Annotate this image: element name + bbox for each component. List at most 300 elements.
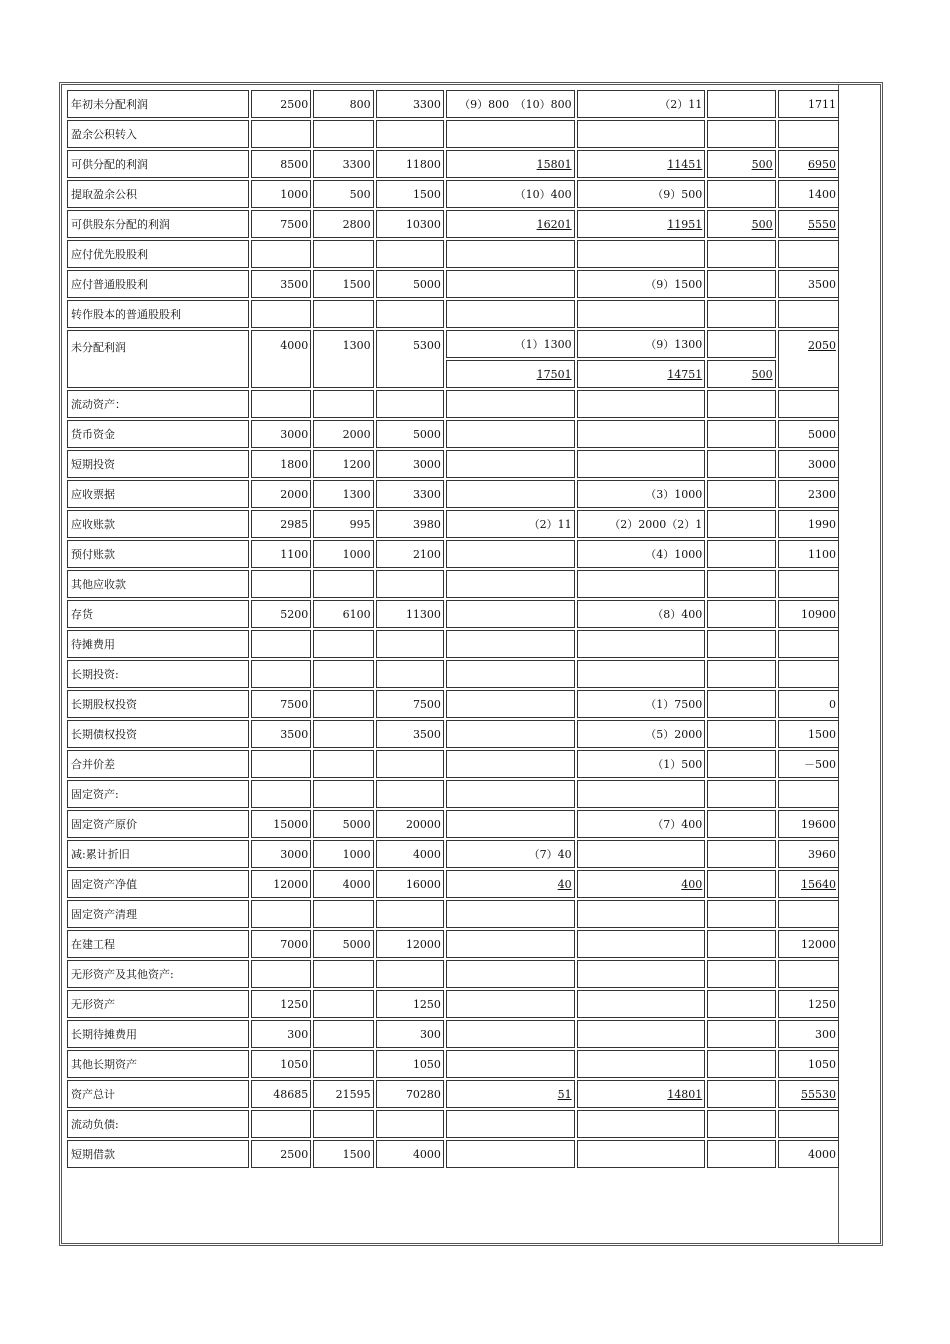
row-label: 其他应收款: [67, 570, 249, 598]
cell-c6: [707, 480, 775, 508]
cell-c7: [778, 300, 839, 328]
cell-c5: [577, 570, 706, 598]
cell-c3: [376, 840, 444, 868]
table-row: [67, 270, 839, 298]
cell-c1: [251, 240, 311, 268]
cell-c1: [251, 480, 311, 508]
cell-c5: [577, 90, 706, 118]
cell-c5: [577, 1140, 706, 1168]
cell-c4: [446, 1140, 575, 1168]
cell-c4: [446, 330, 575, 358]
cell-c4: [446, 540, 575, 568]
cell-c3: [376, 720, 444, 748]
cell-value: 70280: [405, 1087, 441, 1101]
cell-value: 1500: [808, 727, 836, 741]
cell-c1: [251, 840, 311, 868]
cell-value: 5000: [342, 817, 371, 831]
cell-c1: [251, 300, 311, 328]
cell-value: 3960: [808, 847, 836, 861]
cell-c2: [313, 1110, 373, 1138]
row-label: 固定资产清理: [67, 900, 249, 928]
cell-c3: [376, 330, 444, 388]
cell-c5: [577, 720, 706, 748]
cell-c2: [313, 150, 373, 178]
cell-c3: [376, 600, 444, 628]
table-row: [67, 390, 839, 418]
cell-c6: [707, 120, 775, 148]
cell-c6: [707, 750, 775, 778]
cell-c4: [446, 690, 575, 718]
cell-c6: [707, 570, 775, 598]
cell-c5: [577, 810, 706, 838]
cell-c2: [313, 960, 373, 988]
cell-c7: [778, 900, 839, 928]
table-row: [67, 420, 839, 448]
cell-value: 17501: [536, 367, 572, 381]
cell-c1: [251, 660, 311, 688]
row-label: 存货: [67, 600, 249, 628]
cell-c7: [778, 1080, 839, 1108]
table-row: [67, 810, 839, 838]
cell-c6: [707, 270, 775, 298]
table-row: [67, 690, 839, 718]
cell-c6: [707, 690, 775, 718]
cell-c6: [707, 990, 775, 1018]
cell-c4: [446, 300, 575, 328]
cell-value: 19600: [801, 817, 836, 831]
cell-c1: [251, 180, 311, 208]
cell-c6: [707, 1140, 775, 1168]
row-label: 流动资产：: [67, 390, 249, 418]
cell-c6: [707, 930, 775, 958]
cell-value: 15640: [801, 877, 836, 891]
table-row: [67, 840, 839, 868]
cell-value: 3300: [342, 157, 371, 171]
row-label: 应收账款: [67, 510, 249, 538]
cell-c1: [251, 510, 311, 538]
cell-c3: [376, 450, 444, 478]
cell-value: 3500: [280, 277, 309, 291]
cell-c6: [707, 300, 775, 328]
cell-c6: [707, 90, 775, 118]
cell-value: 3000: [808, 457, 836, 471]
cell-c1: [251, 870, 311, 898]
cell-value: 1250: [280, 997, 309, 1011]
cell-value: 2500: [280, 97, 309, 111]
cell-c6: [707, 720, 775, 748]
cell-c4: [446, 120, 575, 148]
cell-value: 2800: [342, 217, 371, 231]
cell-value: （1）500: [652, 758, 703, 771]
cell-value: （1）7500: [645, 698, 703, 711]
cell-c5: [577, 960, 706, 988]
cell-c3: [376, 870, 444, 898]
cell-value: 5550: [808, 217, 836, 231]
cell-c7: [778, 240, 839, 268]
cell-c4: [446, 960, 575, 988]
cell-c7: [778, 180, 839, 208]
cell-value: 2300: [808, 487, 836, 501]
cell-c7: [778, 930, 839, 958]
cell-c2: [313, 180, 373, 208]
cell-value: 1400: [808, 187, 836, 201]
cell-c5: [577, 690, 706, 718]
cell-c2: [313, 90, 373, 118]
cell-c2: [313, 570, 373, 598]
cell-c3: [376, 1050, 444, 1078]
cell-c1: [251, 990, 311, 1018]
cell-value: 21595: [335, 1087, 371, 1101]
cell-value: 55530: [801, 1087, 836, 1101]
cell-c5: [577, 540, 706, 568]
cell-value: （9）800 （10）800: [459, 98, 572, 111]
row-label: 其他长期资产: [67, 1050, 249, 1078]
table-row: [67, 480, 839, 508]
cell-c2: [313, 420, 373, 448]
table-row: [67, 600, 839, 628]
cell-c1: [251, 1050, 311, 1078]
table-row: [67, 1080, 839, 1108]
row-label: 可供分配的利润: [67, 150, 249, 178]
cell-c7: [778, 1020, 839, 1048]
cell-c2: [313, 900, 373, 928]
cell-c7: [778, 540, 839, 568]
cell-value: 500: [751, 367, 773, 381]
cell-value: 15801: [536, 157, 572, 171]
cell-value: 300: [287, 1027, 309, 1041]
cell-c7: [778, 690, 839, 718]
row-label: 短期借款: [67, 1140, 249, 1168]
cell-c7: [778, 210, 839, 238]
cell-c7: [778, 840, 839, 868]
cell-c4: [446, 1020, 575, 1048]
cell-value: 48685: [273, 1087, 309, 1101]
cell-c1: [251, 330, 311, 388]
cell-c4: [446, 570, 575, 598]
cell-c5: [577, 390, 706, 418]
cell-c4: [446, 660, 575, 688]
cell-c3: [376, 420, 444, 448]
cell-c7: [778, 120, 839, 148]
cell-c6: [707, 1110, 775, 1138]
row-label: 长期投资:: [67, 660, 249, 688]
row-label: 未分配利润: [67, 330, 249, 388]
cell-value: 1500: [412, 187, 441, 201]
table-row: [67, 1050, 839, 1078]
cell-c2: [313, 720, 373, 748]
cell-c3: [376, 1140, 444, 1168]
row-label: 无形资产及其他资产:: [67, 960, 249, 988]
cell-c6: [707, 900, 775, 928]
row-label: 预付账款: [67, 540, 249, 568]
row-label: 固定资产净值: [67, 870, 249, 898]
cell-value: 3500: [280, 727, 309, 741]
table-row: [67, 990, 839, 1018]
cell-c5: [577, 1020, 706, 1048]
cell-value: 12000: [273, 877, 309, 891]
cell-value: 1300: [342, 487, 371, 501]
table-row: [67, 540, 839, 568]
cell-c3: [376, 990, 444, 1018]
cell-c2: [313, 1080, 373, 1108]
cell-value: 51: [557, 1087, 572, 1101]
cell-c5: [577, 990, 706, 1018]
cell-c2: [313, 930, 373, 958]
cell-c4: [446, 150, 575, 178]
subtotal-cell-c6: [707, 360, 775, 388]
table-row: [67, 120, 839, 148]
cell-value: 1050: [808, 1057, 836, 1071]
cell-c2: [313, 690, 373, 718]
cell-c6: [707, 240, 775, 268]
worksheet-frame: [59, 82, 883, 1246]
cell-value: 1500: [342, 1147, 371, 1161]
cell-value: （9）1300: [645, 338, 703, 351]
cell-c4: [446, 1050, 575, 1078]
cell-c2: [313, 450, 373, 478]
cell-value: 500: [751, 157, 773, 171]
table-row: [67, 720, 839, 748]
cell-value: 1100: [280, 547, 309, 561]
cell-c5: [577, 1050, 706, 1078]
cell-c4: [446, 210, 575, 238]
cell-c3: [376, 390, 444, 418]
cell-value: 3500: [808, 277, 836, 291]
cell-c7: [778, 870, 839, 898]
cell-c7: [778, 1050, 839, 1078]
cell-value: 7500: [412, 697, 441, 711]
table-row: [67, 780, 839, 808]
cell-c2: [313, 660, 373, 688]
row-label: 固定资产:: [67, 780, 249, 808]
cell-c2: [313, 630, 373, 658]
cell-value: 3000: [280, 847, 309, 861]
cell-c7: [778, 330, 839, 388]
cell-c4: [446, 630, 575, 658]
cell-value: 4000: [342, 877, 371, 891]
cell-c1: [251, 150, 311, 178]
cell-c4: [446, 780, 575, 808]
cell-c3: [376, 690, 444, 718]
row-label: 盈余公积转入: [67, 120, 249, 148]
table-row: [67, 870, 839, 898]
row-label: 长期股权投资: [67, 690, 249, 718]
cell-c3: [376, 300, 444, 328]
cell-c6: [707, 1080, 775, 1108]
table-row: [67, 300, 839, 328]
cell-c3: [376, 750, 444, 778]
cell-c5: [577, 420, 706, 448]
cell-c1: [251, 1080, 311, 1108]
cell-c7: [778, 990, 839, 1018]
cell-value: 2985: [280, 517, 309, 531]
cell-value: 1990: [808, 517, 836, 531]
cell-c1: [251, 630, 311, 658]
cell-c5: [577, 1110, 706, 1138]
cell-c1: [251, 1110, 311, 1138]
table-row: [67, 210, 839, 238]
cell-c3: [376, 900, 444, 928]
cell-value: 5000: [808, 427, 836, 441]
cell-c4: [446, 990, 575, 1018]
cell-c3: [376, 120, 444, 148]
subtotal-cell-c4: [446, 360, 575, 388]
cell-value: 3300: [412, 97, 441, 111]
cell-value: 10300: [405, 217, 441, 231]
cell-c3: [376, 660, 444, 688]
cell-c2: [313, 810, 373, 838]
cell-value: 1250: [412, 997, 441, 1011]
cell-value: （8）400: [652, 608, 703, 621]
cell-c6: [707, 630, 775, 658]
row-label: 应付优先股股利: [67, 240, 249, 268]
cell-c6: [707, 840, 775, 868]
cell-value: 12000: [801, 937, 836, 951]
cell-value: 14801: [667, 1087, 703, 1101]
table-row: [67, 570, 839, 598]
cell-c2: [313, 210, 373, 238]
table-row: [67, 1140, 839, 1168]
cell-value: 2500: [280, 1147, 309, 1161]
cell-value: 1000: [342, 547, 371, 561]
row-label: 长期待摊费用: [67, 1020, 249, 1048]
table-row: [67, 750, 839, 778]
cell-c6: [707, 210, 775, 238]
cell-value: －500: [804, 758, 836, 771]
cell-c7: [778, 450, 839, 478]
cell-c5: [577, 330, 706, 358]
cell-value: 4000: [412, 847, 441, 861]
cell-c4: [446, 480, 575, 508]
cell-c6: [707, 780, 775, 808]
cell-value: 3980: [412, 517, 441, 531]
cell-c6: [707, 330, 775, 358]
cell-value: （4）1000: [645, 548, 703, 561]
cell-value: 16000: [405, 877, 441, 891]
cell-c7: [778, 570, 839, 598]
cell-c3: [376, 810, 444, 838]
table-row: [67, 90, 839, 118]
cell-c4: [446, 390, 575, 418]
cell-c5: [577, 450, 706, 478]
cell-value: 3000: [412, 457, 441, 471]
cell-c5: [577, 150, 706, 178]
table-row: [67, 240, 839, 268]
cell-value: 500: [751, 217, 773, 231]
cell-c4: [446, 840, 575, 868]
row-label: 短期投资: [67, 450, 249, 478]
cell-value: 3000: [280, 427, 309, 441]
cell-c1: [251, 1020, 311, 1048]
table-row: [67, 180, 839, 208]
consolidation-worksheet-table: [65, 88, 841, 1170]
cell-c2: [313, 120, 373, 148]
cell-c2: [313, 540, 373, 568]
cell-c4: [446, 510, 575, 538]
cell-c5: [577, 1080, 706, 1108]
cell-value: 14751: [667, 367, 703, 381]
cell-c1: [251, 390, 311, 418]
cell-c1: [251, 960, 311, 988]
cell-value: 6100: [342, 607, 371, 621]
cell-value: 6950: [808, 157, 836, 171]
cell-value: 400: [681, 877, 703, 891]
cell-c1: [251, 900, 311, 928]
cell-value: 7000: [280, 937, 309, 951]
cell-c3: [376, 480, 444, 508]
cell-c3: [376, 1020, 444, 1048]
cell-c6: [707, 540, 775, 568]
cell-value: （2）11: [659, 98, 703, 111]
cell-c4: [446, 720, 575, 748]
cell-c1: [251, 930, 311, 958]
cell-value: （2）2000（2）1: [609, 518, 703, 531]
cell-c4: [446, 420, 575, 448]
cell-c2: [313, 240, 373, 268]
row-label: 资产总计: [67, 1080, 249, 1108]
cell-value: 20000: [405, 817, 441, 831]
cell-c6: [707, 1050, 775, 1078]
cell-c6: [707, 660, 775, 688]
cell-c6: [707, 420, 775, 448]
cell-c4: [446, 90, 575, 118]
cell-c2: [313, 600, 373, 628]
cell-c6: [707, 150, 775, 178]
table-row: [67, 330, 839, 358]
cell-c6: [707, 870, 775, 898]
row-label: 提取盈余公积: [67, 180, 249, 208]
table-row: [67, 450, 839, 478]
cell-value: 2000: [280, 487, 309, 501]
cell-value: 1711: [808, 97, 836, 111]
cell-c2: [313, 510, 373, 538]
cell-c1: [251, 90, 311, 118]
cell-value: 12000: [405, 937, 441, 951]
cell-value: 1000: [342, 847, 371, 861]
cell-c1: [251, 720, 311, 748]
row-label: 减:累计折旧: [67, 840, 249, 868]
cell-c4: [446, 810, 575, 838]
cell-c7: [778, 630, 839, 658]
cell-c2: [313, 300, 373, 328]
cell-c3: [376, 270, 444, 298]
cell-c2: [313, 390, 373, 418]
cell-value: 800: [349, 97, 371, 111]
row-label: 年初未分配利润: [67, 90, 249, 118]
cell-c1: [251, 810, 311, 838]
cell-value: （7）40: [528, 848, 572, 861]
cell-c3: [376, 150, 444, 178]
cell-value: 5000: [412, 277, 441, 291]
cell-value: 2050: [808, 339, 836, 352]
cell-c5: [577, 900, 706, 928]
cell-c5: [577, 660, 706, 688]
cell-c2: [313, 990, 373, 1018]
cell-value: （9）1500: [645, 278, 703, 291]
cell-value: （2）11: [528, 518, 572, 531]
cell-c1: [251, 690, 311, 718]
cell-c7: [778, 780, 839, 808]
cell-c6: [707, 600, 775, 628]
cell-c2: [313, 270, 373, 298]
cell-value: 5000: [342, 937, 371, 951]
cell-c7: [778, 810, 839, 838]
cell-c2: [313, 330, 373, 388]
cell-c1: [251, 450, 311, 478]
cell-c3: [376, 930, 444, 958]
cell-c5: [577, 870, 706, 898]
cell-value: 11800: [405, 157, 441, 171]
